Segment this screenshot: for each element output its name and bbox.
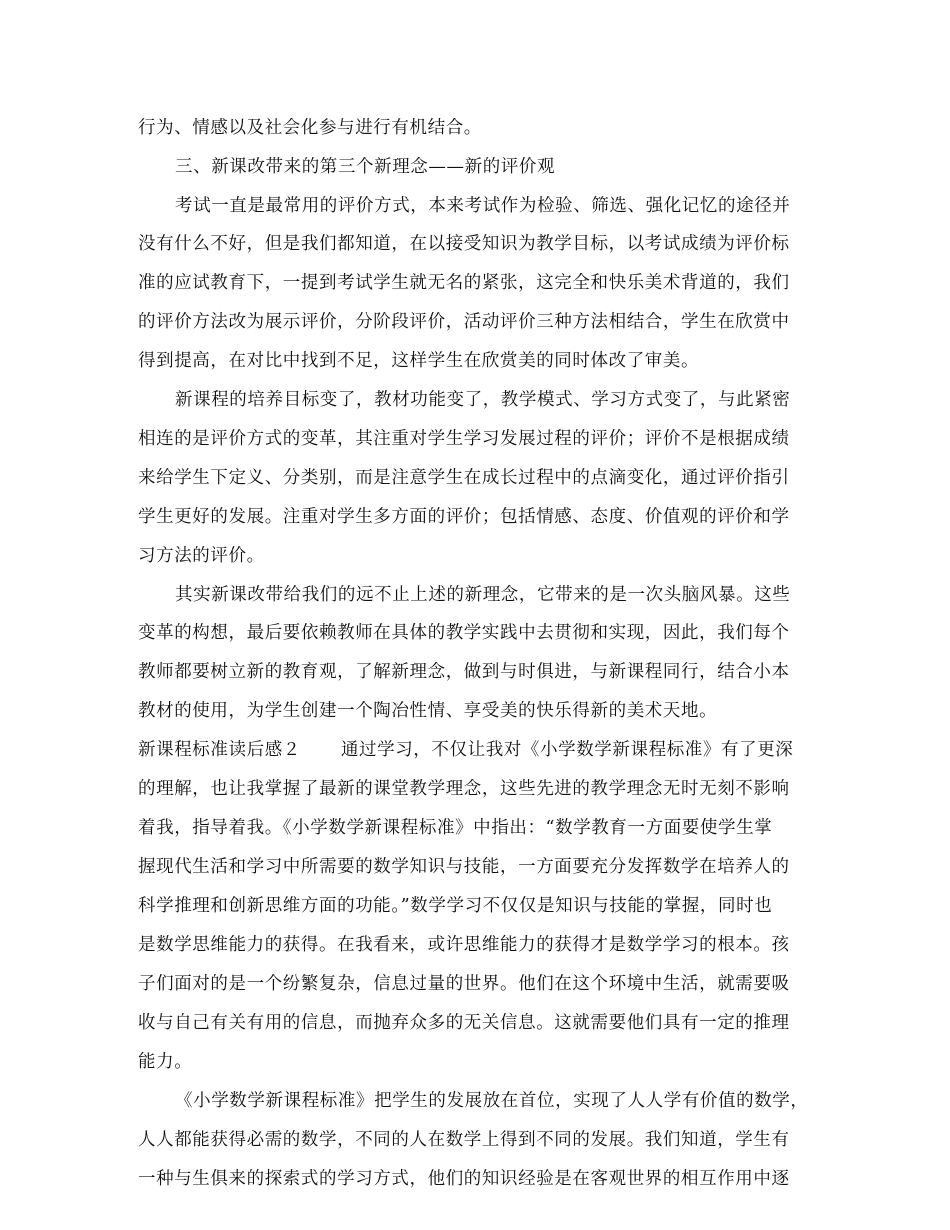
- body-line-26: 《小学数学新课程标准》把学生的发展放在首位，实现了人人学有价值的数学，: [175, 1091, 809, 1111]
- body-line-9: 相连的是评价方式的变革，其注重对学生学习发展过程的评价；评价不是根据成绩: [138, 429, 790, 449]
- body-line-1: 行为、情感以及社会化参与进行有机结合。: [138, 118, 482, 138]
- body-line-19: 着我，指导着我。《小学数学新课程标准》中指出：“数学教育一方面要使学生掌: [138, 818, 773, 838]
- body-line-4: 没有什么不好，但是我们都知道，在以接受知识为教学目标，以考试成绩为评价标: [138, 234, 790, 254]
- section-heading-evaluation: 三、新课改带来的第三个新理念——新的评价观: [175, 157, 556, 177]
- body-line-13: 其实新课改带给我们的远不止上述的新理念，它带来的是一次头脑风暴。这些: [175, 585, 791, 605]
- body-line-18: 的理解，也让我掌握了最新的课堂教学理念，这些先进的教学理念无时无刻不影响: [138, 779, 790, 799]
- body-line-20: 握现代生活和学习中所需要的数学知识与技能，一方面要充分发挥数学在培养人的: [138, 857, 790, 877]
- section-heading-line: [138, 738, 793, 762]
- body-line-21: 科学推理和创新思维方面的功能。”数学学习不仅仅是知识与技能的掌握，同时也: [138, 896, 773, 916]
- body-line-11: 学生更好的发展。注重对学生多方面的评价；包括情感、态度、价值观的评价和学: [138, 507, 790, 527]
- body-line-27: 人人都能获得必需的数学，不同的人在数学上得到不同的发展。我们知道，学生有: [138, 1130, 790, 1150]
- body-line-10: 来给学生下定义、分类别，而是注意学生在成长过程中的点滴变化，通过评价指引: [138, 468, 790, 488]
- body-line-5: 准的应试教育下，一提到考试学生就无名的紧张，这完全和快乐美术背道的，我们: [138, 273, 790, 293]
- body-line-14: 变革的构想，最后要依赖教师在具体的教学实践中去贯彻和实现，因此，我们每个: [138, 623, 790, 643]
- body-line-24: 收与自己有关有用的信息，而抛弃众多的无关信息。这就需要他们具有一定的推理: [138, 1013, 790, 1033]
- body-line-25: 能力。: [138, 1052, 193, 1072]
- body-line-6: 的评价方法改为展示评价，分阶段评价，活动评价三种方法相结合，学生在欣赏中: [138, 312, 790, 332]
- body-line-28: 一种与生俱来的探索式的学习方式，他们的知识经验是在客观世界的相互作用中逐: [138, 1169, 790, 1189]
- body-line-7: 得到提高，在对比中找到不足，这样学生在欣赏美的同时体改了审美。: [138, 351, 700, 371]
- section-heading: 新课程标准读后感２: [138, 740, 301, 760]
- body-line-15: 教师都要树立新的教育观，了解新理念，做到与时俱进，与新课程同行，结合小本: [138, 662, 790, 682]
- body-line-23: 子们面对的是一个纷繁复杂，信息过量的世界。他们在这个环境中生活，就需要吸: [138, 974, 790, 994]
- section-first-line: 通过学习，不仅让我对《小学数学新课程标准》有了更深: [340, 740, 794, 760]
- body-line-22: 是数学思维能力的获得。在我看来，或许思维能力的获得才是数学学习的根本。孩: [138, 935, 790, 955]
- body-line-3: 考试一直是最常用的评价方式，本来考试作为检验、筛选、强化记忆的途径并: [175, 196, 791, 216]
- body-line-12: 习方法的评价。: [138, 546, 265, 566]
- body-line-8: 新课程的培养目标变了，教材功能变了，教学模式、学习方式变了，与此紧密: [175, 390, 791, 410]
- body-line-16: 教材的使用，为学生创建一个陶冶性情、享受美的快乐得新的美术天地。: [138, 701, 718, 721]
